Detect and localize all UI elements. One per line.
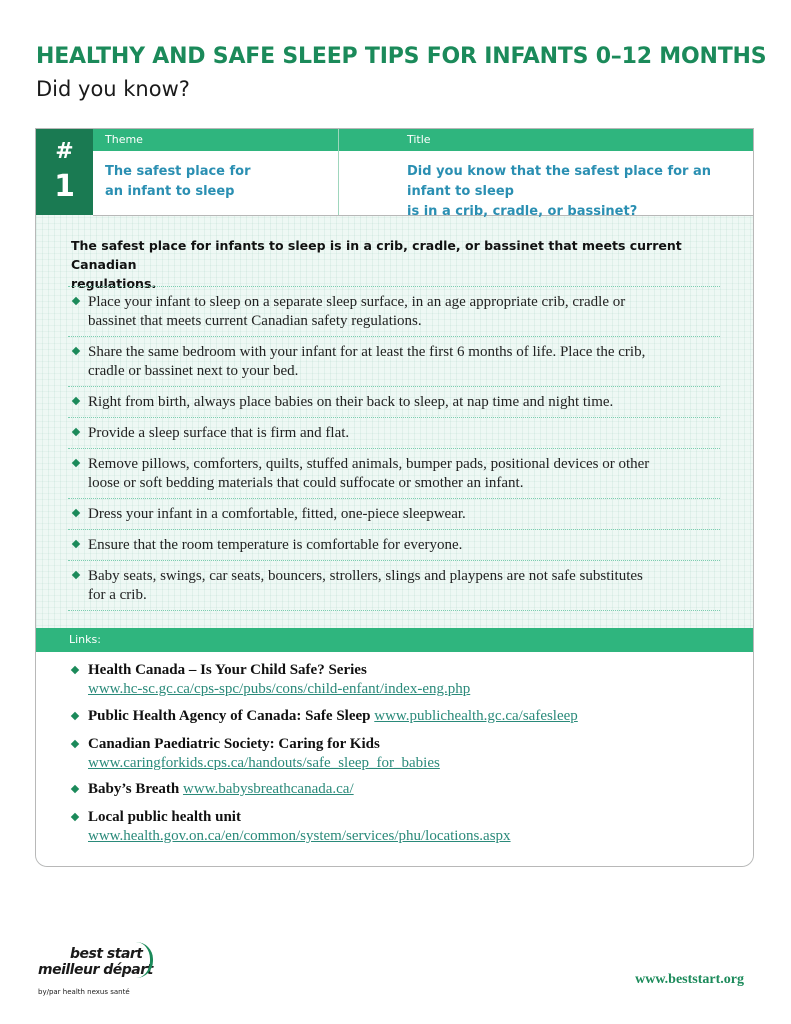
links-section xyxy=(36,652,754,867)
page-subtitle: Did you know? xyxy=(36,77,190,101)
diamond-bullet-icon xyxy=(72,509,80,517)
diamond-bullet-icon xyxy=(71,712,79,720)
links-header-bar xyxy=(36,628,754,652)
link-url[interactable]: www.caringforkids.cps.ca/handouts/safe_sleep_for_babies xyxy=(88,755,440,771)
links-label: Links: xyxy=(69,633,101,646)
theme-line: an infant to sleep xyxy=(105,184,235,199)
link-item xyxy=(88,661,728,699)
intro-text xyxy=(71,236,731,293)
tip-number: 1 xyxy=(54,169,75,204)
theme-text xyxy=(105,162,251,202)
link-url[interactable]: www.babysbreathcanada.ca/ xyxy=(183,781,354,797)
link-item xyxy=(88,735,728,773)
list-item: Baby seats, swings, car seats, bouncers, strollers, slings and playpens are not safe substitutes for a crib. xyxy=(68,560,720,611)
header-divider xyxy=(338,129,339,215)
diamond-bullet-icon xyxy=(72,459,80,467)
list-item: Provide a sleep surface that is firm and flat. xyxy=(68,417,720,448)
list-item: Place your infant to sleep on a separate sleep surface, in an age appropriate crib, cradle or bassinet that meets current Canadian safety regulations. xyxy=(68,286,720,336)
link-url[interactable]: www.hc-sc.gc.ca/cps-spc/pubs/cons/child-enfant/index-eng.php xyxy=(88,681,471,697)
logo-subtext: by/par health nexus santé xyxy=(38,988,130,996)
diamond-bullet-icon xyxy=(71,740,79,748)
page-title: HEALTHY AND SAFE SLEEP TIPS FOR INFANTS 0–12 MONTHS xyxy=(36,44,767,69)
title-line: Did you know that the safest place for an infant to sleep xyxy=(407,164,712,199)
title-text xyxy=(407,162,754,222)
list-item: Share the same bedroom with your infant for at least the first 6 months of life. Place the crib, cradle or bassinet next to your bed. xyxy=(68,336,720,386)
logo-line: best start xyxy=(70,946,143,962)
diamond-bullet-icon xyxy=(72,397,80,405)
link-name: Canadian Paediatric Society: Caring for Kids xyxy=(88,736,380,752)
tip-number-box xyxy=(36,129,93,215)
card-info-row xyxy=(93,151,754,219)
link-name: Public Health Agency of Canada: Safe Sleep xyxy=(88,708,371,724)
website-link[interactable]: www.beststart.org xyxy=(635,972,744,987)
link-name: Baby’s Breath xyxy=(88,781,180,797)
theme-line: The safest place for xyxy=(105,164,251,179)
diamond-bullet-icon xyxy=(72,540,80,548)
diamond-bullet-icon xyxy=(71,813,79,821)
list-item: Right from birth, always place babies on their back to sleep, at nap time and night time. xyxy=(68,386,720,417)
best-start-logo xyxy=(38,946,158,1006)
link-item xyxy=(88,707,728,726)
list-item: Ensure that the room temperature is comfortable for everyone. xyxy=(68,529,720,560)
diamond-bullet-icon xyxy=(71,785,79,793)
logo-line: meilleur départ xyxy=(38,962,153,978)
intro-line: The safest place for infants to sleep is in a crib, cradle, or bassinet that meets current Canadian xyxy=(71,238,682,272)
title-line: is in a crib, cradle, or bassinet? xyxy=(407,204,638,219)
link-item xyxy=(88,780,728,799)
diamond-bullet-icon xyxy=(71,666,79,674)
link-item xyxy=(88,808,728,846)
list-item: Dress your infant in a comfortable, fitted, one-piece sleepwear. xyxy=(68,498,720,529)
list-item: Remove pillows, comforters, quilts, stuffed animals, bumper pads, positional devices or other loose or soft bedding materials that could suffocate or smother an infant. xyxy=(68,448,720,498)
link-url[interactable]: www.publichealth.gc.ca/safesleep xyxy=(374,708,578,724)
link-name: Health Canada – Is Your Child Safe? Series xyxy=(88,662,367,678)
link-url[interactable]: www.health.gov.on.ca/en/common/system/services/phu/locations.aspx xyxy=(88,828,511,844)
theme-label: Theme xyxy=(105,133,143,146)
diamond-bullet-icon xyxy=(72,297,80,305)
diamond-bullet-icon xyxy=(72,347,80,355)
diamond-bullet-icon xyxy=(72,571,80,579)
tip-card xyxy=(35,128,754,867)
link-name: Local public health unit xyxy=(88,809,241,825)
intro-line: regulations. xyxy=(71,276,157,291)
tips-list xyxy=(68,286,720,611)
title-label: Title xyxy=(407,133,431,146)
tip-number-hash: # xyxy=(55,139,74,164)
diamond-bullet-icon xyxy=(72,428,80,436)
card-header-bar xyxy=(93,129,754,151)
